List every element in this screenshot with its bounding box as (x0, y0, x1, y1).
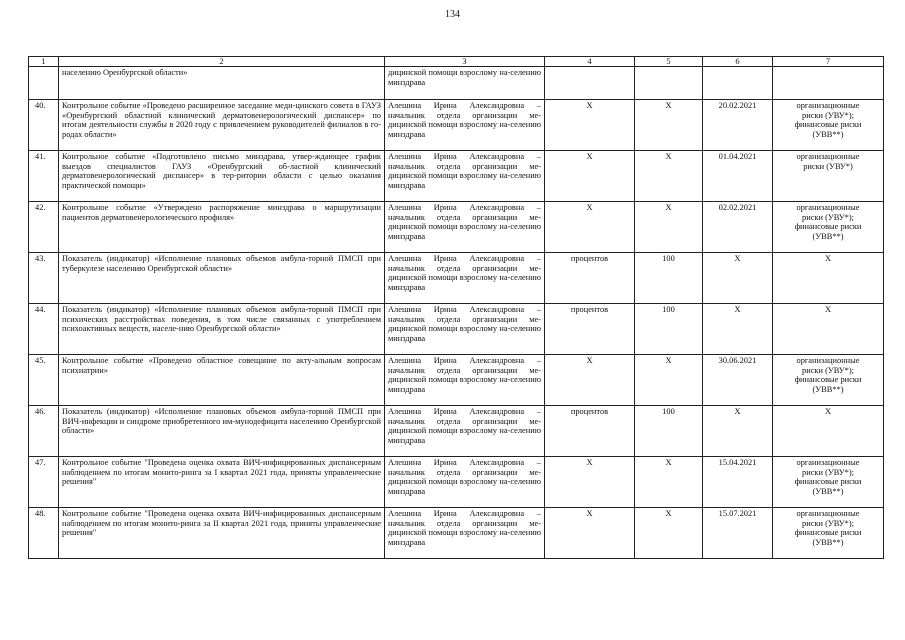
date-cell: X (703, 406, 773, 457)
header-row (29, 57, 884, 67)
unit-cell: процентов (545, 253, 635, 304)
header-cell: 4 (545, 57, 635, 67)
num-cell (29, 67, 59, 100)
unit-cell: X (545, 355, 635, 406)
name-cell: Контрольное событие «Утверждено распоряжение минздрава о маршрутизации пациентов дерматовенерологического профиля» (59, 202, 385, 253)
date-cell: 20.02.2021 (703, 100, 773, 151)
header-cell: 3 (385, 57, 545, 67)
unit-cell: X (545, 151, 635, 202)
value-cell: X (635, 202, 703, 253)
risk-cell (773, 151, 884, 202)
risk-line: (УВВ**) (812, 385, 844, 395)
value-cell: X (635, 457, 703, 508)
unit-cell: X (545, 202, 635, 253)
table-row (29, 406, 884, 457)
risk-line: финансовые риски (794, 477, 862, 487)
risk-cell (773, 406, 884, 457)
responsible-cell: Алешина Ирина Александровна – начальник отдела организации ме-дицинской помощи взрослому на-селению минздрава (385, 355, 545, 406)
unit-cell: процентов (545, 406, 635, 457)
name-cell: Контрольное событие "Проведена оценка охвата ВИЧ-инфицированных диспансерным наблюдением по итогам монито-ринга за II квартал 2021 года, приняты управленческие решения" (59, 508, 385, 559)
risk-line: организационные (796, 458, 860, 467)
header-cell: 5 (635, 57, 703, 67)
risk-line: риски (УВУ*); (802, 467, 854, 477)
date-cell: 30.06.2021 (703, 355, 773, 406)
date-cell: 15.04.2021 (703, 457, 773, 508)
table-row (29, 457, 884, 508)
responsible-cell: Алешина Ирина Александровна – начальник отдела организации ме-дицинской помощи взрослому на-селению минздрава (385, 304, 545, 355)
responsible-cell: Алешина Ирина Александровна – начальник отдела организации ме-дицинской помощи взрослому на-селению минздрава (385, 406, 545, 457)
date-cell: 01.04.2021 (703, 151, 773, 202)
date-cell (703, 67, 773, 100)
risk-line: финансовые риски (794, 120, 862, 130)
table-row (29, 355, 884, 406)
unit-cell: X (545, 457, 635, 508)
num-cell: 48. (29, 508, 59, 559)
date-cell: X (703, 304, 773, 355)
num-cell: 41. (29, 151, 59, 202)
responsible-cell: дицинской помощи взрослому на-селению минздрава (385, 67, 545, 100)
risk-line: X (824, 254, 832, 263)
risk-line: (УВВ**) (812, 232, 844, 242)
unit-cell: X (545, 508, 635, 559)
risk-line: организационные (796, 101, 860, 110)
num-cell: 40. (29, 100, 59, 151)
risk-line: организационные (796, 203, 860, 212)
name-cell: Показатель (индикатор) «Исполнение плановых объемов амбула-торной ПМСП при туберкулезе населению Оренбургской области» (59, 253, 385, 304)
risk-cell (773, 202, 884, 253)
risk-cell (773, 304, 884, 355)
name-cell: населению Оренбургской области» (59, 67, 385, 100)
num-cell: 42. (29, 202, 59, 253)
risk-line: (УВВ**) (812, 487, 844, 497)
num-cell: 43. (29, 253, 59, 304)
risk-line: (УВВ**) (812, 130, 844, 140)
risk-line: организационные (796, 152, 860, 161)
header-cell: 1 (29, 57, 59, 67)
value-cell: X (635, 355, 703, 406)
value-cell: 100 (635, 253, 703, 304)
risk-line: X (824, 305, 832, 314)
risk-line: организационные (796, 509, 860, 518)
num-cell: 45. (29, 355, 59, 406)
value-cell: X (635, 508, 703, 559)
risk-cell (773, 508, 884, 559)
responsible-cell: Алешина Ирина Александровна – начальник отдела организации ме-дицинской помощи взрослому на-селению минздрава (385, 151, 545, 202)
header-cell: 6 (703, 57, 773, 67)
value-cell: X (635, 100, 703, 151)
value-cell: X (635, 151, 703, 202)
risk-cell (773, 457, 884, 508)
risk-line: риски (УВУ*); (802, 518, 854, 528)
responsible-cell: Алешина Ирина Александровна – начальник отдела организации ме-дицинской помощи взрослому на-селению минздрава (385, 508, 545, 559)
date-cell: 02.02.2021 (703, 202, 773, 253)
name-cell: Показатель (индикатор) «Исполнение плановых объемов амбула-торной ПМСП при ВИЧ-инфекции и синдроме приобретенного им-мунодефицита населению Оренбургской области» (59, 406, 385, 457)
risk-line: X (824, 407, 832, 416)
num-cell: 46. (29, 406, 59, 457)
date-cell: 15.07.2021 (703, 508, 773, 559)
risk-cell (773, 67, 884, 100)
header-cell: 7 (773, 57, 884, 67)
plan-table (28, 56, 884, 559)
date-cell: X (703, 253, 773, 304)
value-cell (635, 67, 703, 100)
responsible-cell: Алешина Ирина Александровна – начальник отдела организации ме-дицинской помощи взрослому на-селению минздрава (385, 100, 545, 151)
risk-line: финансовые риски (794, 375, 862, 385)
risk-line: финансовые риски (794, 528, 862, 538)
table-row (29, 151, 884, 202)
risk-line: риски (УВУ*) (803, 161, 853, 171)
name-cell: Контрольное событие "Проведена оценка охвата ВИЧ-инфицированных диспансерным наблюдением по итогам монито-ринга за I квартал 2021 года, приняты управленческие решения" (59, 457, 385, 508)
table-row (29, 202, 884, 253)
risk-cell (773, 100, 884, 151)
risk-line: риски (УВУ*); (802, 365, 854, 375)
unit-cell: X (545, 100, 635, 151)
table-row (29, 508, 884, 559)
risk-line: финансовые риски (794, 222, 862, 232)
header-cell: 2 (59, 57, 385, 67)
unit-cell: процентов (545, 304, 635, 355)
risk-line: риски (УВУ*); (802, 110, 854, 120)
risk-line: организационные (796, 356, 860, 365)
table-row (29, 253, 884, 304)
responsible-cell: Алешина Ирина Александровна – начальник отдела организации ме-дицинской помощи взрослому на-селению минздрава (385, 253, 545, 304)
name-cell: Контрольное событие «Проведено расширенное заседание меди-цинского совета в ГАУЗ «Оренбургский областной клинический дерматовенерологический диспансер» по итогам деятельности службы в 2020 году с привлечением руководителей филиалов в го-родах области» (59, 100, 385, 151)
continuation-row (29, 67, 884, 100)
unit-cell (545, 67, 635, 100)
page-number: 134 (445, 9, 460, 20)
value-cell: 100 (635, 406, 703, 457)
risk-line: риски (УВУ*); (802, 212, 854, 222)
name-cell: Контрольное событие «Проведено областное совещание по акту-альным вопросам психиатрии» (59, 355, 385, 406)
name-cell: Показатель (индикатор) «Исполнение плановых объемов амбула-торной ПМСП при психических расстройствах поведения, в том числе связанных с употреблением психоактивных веществ, населе-нию Оренбургской области» (59, 304, 385, 355)
risk-cell (773, 253, 884, 304)
num-cell: 47. (29, 457, 59, 508)
responsible-cell: Алешина Ирина Александровна – начальник отдела организации ме-дицинской помощи взрослому на-селению минздрава (385, 202, 545, 253)
risk-line: (УВВ**) (812, 538, 844, 548)
table-row (29, 304, 884, 355)
num-cell: 44. (29, 304, 59, 355)
name-cell: Контрольное событие «Подготовлено письмо минздрава, утвер-ждающее график выездов специалистов ГАУЗ «Оренбургский об-ластной клинический дерматовенерологический диспансер» в тер-ритории области с целью оказания практической помощи» (59, 151, 385, 202)
value-cell: 100 (635, 304, 703, 355)
risk-cell (773, 355, 884, 406)
table-row (29, 100, 884, 151)
responsible-cell: Алешина Ирина Александровна – начальник отдела организации ме-дицинской помощи взрослому на-селению минздрава (385, 457, 545, 508)
